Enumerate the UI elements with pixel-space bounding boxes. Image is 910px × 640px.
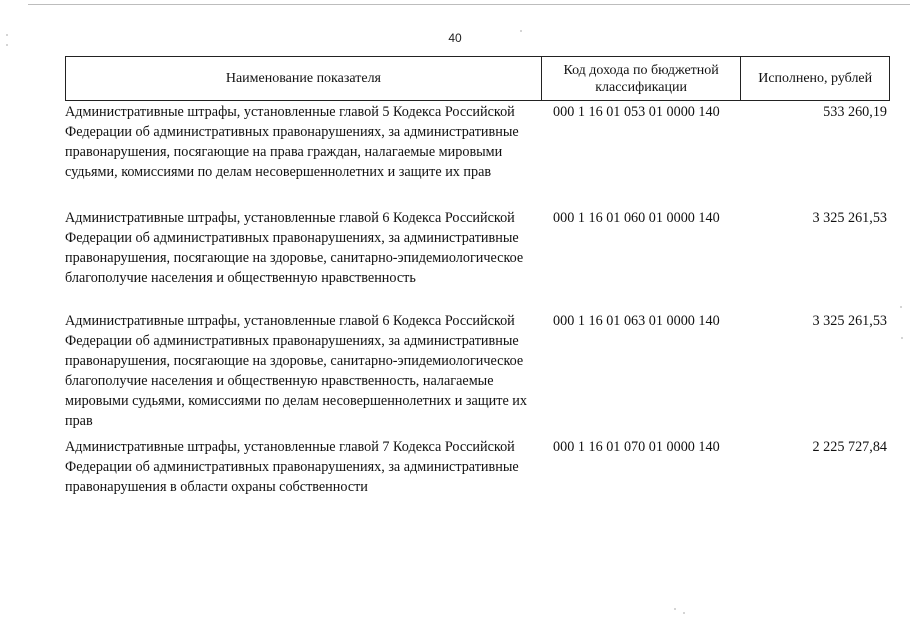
row-indicator-name: Административные штрафы, установленные главой 7 Кодекса Российской Федерации об административных правонарушениях, за административные правонарушения в области охраны собственности xyxy=(65,439,519,495)
scan-speck xyxy=(6,44,8,46)
scan-top-border xyxy=(28,4,910,5)
row-indicator-name: Административные штрафы, установленные главой 5 Кодекса Российской Федерации об административных правонарушениях, за административные правонарушения, посягающие на права граждан, налагаемые мировыми судьями, комиссиями по делам несовершеннолетних и защите их прав xyxy=(65,104,519,180)
scan-speck xyxy=(901,337,903,339)
row-budget-code: 000 1 16 01 060 01 0000 140 xyxy=(553,210,720,226)
header-budget-code: Код дохода по бюджетной классификации xyxy=(541,57,741,100)
header-indicator-name: Наименование показателя xyxy=(225,71,381,86)
row-executed-amount: 533 260,19 xyxy=(823,104,887,120)
scan-speck xyxy=(520,30,522,32)
scan-speck xyxy=(900,306,902,308)
header-executed-amount: Исполнено, рублей xyxy=(740,57,889,100)
row-indicator-name: Административные штрафы, установленные главой 6 Кодекса Российской Федерации об административных правонарушениях, за административные правонарушения, посягающие на здоровье, санитарно-эпидемиологическое благополучие населения и общественную нравственность, налагаемые мировыми судьями, комиссиями по делам несовершеннолетних и защите их прав xyxy=(65,313,527,429)
scan-speck xyxy=(683,612,685,614)
revenue-table xyxy=(65,56,890,495)
page-number: 40 xyxy=(448,31,462,45)
scan-speck xyxy=(6,34,8,36)
scan-speck xyxy=(674,608,676,610)
row-budget-code: 000 1 16 01 063 01 0000 140 xyxy=(553,313,720,329)
row-budget-code: 000 1 16 01 053 01 0000 140 xyxy=(553,104,720,120)
row-executed-amount: 3 325 261,53 xyxy=(812,210,887,226)
table-header xyxy=(65,56,890,101)
row-executed-amount: 2 225 727,84 xyxy=(812,439,887,455)
row-executed-amount: 3 325 261,53 xyxy=(812,313,887,329)
row-indicator-name: Административные штрафы, установленные главой 6 Кодекса Российской Федерации об административных правонарушениях, за административные правонарушения, посягающие на здоровье, санитарно-эпидемиологическое благополучие населения и общественную нравственность xyxy=(65,210,524,286)
row-budget-code: 000 1 16 01 070 01 0000 140 xyxy=(553,439,720,455)
